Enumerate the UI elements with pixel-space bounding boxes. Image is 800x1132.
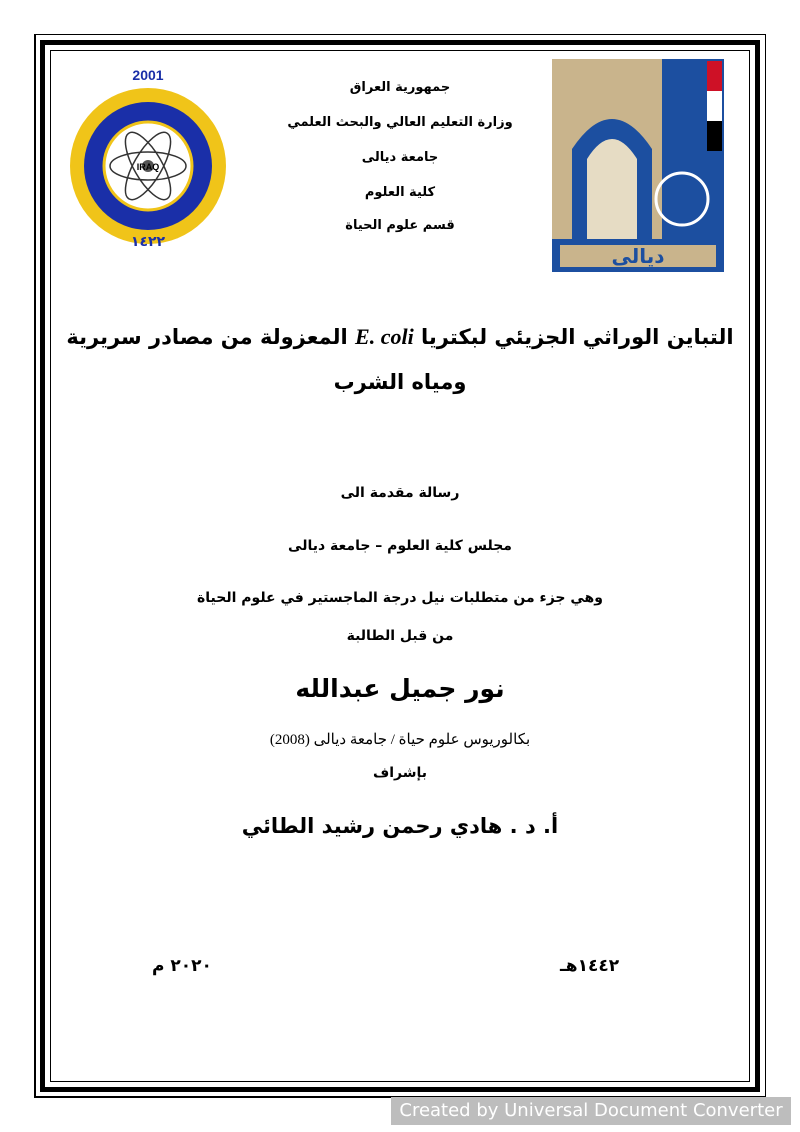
converter-watermark: Created by Universal Document Converter [391,1097,791,1125]
date-gregorian: ٢٠٢٠ م [152,956,212,976]
submission-line1: رسالة مقدمة الى [340,485,460,501]
header-line-university: جامعة ديالى [361,150,439,165]
submission-line2: مجلس كلية العلوم – جامعة ديالى [288,538,512,554]
submission-line4: من قبل الطالبة [346,628,454,644]
logo-hijri: ١٤٢٢ [130,234,166,250]
logo-word: ديالى [611,244,665,268]
header-line-department: قسم علوم الحياة [345,218,455,233]
thesis-title-line1 [0,324,800,350]
header-line-college: كلية العلوم [364,185,436,200]
title-organism: E. coli [355,324,414,349]
header-line-republic: جمهورية العراق [349,80,451,95]
student-name: نور جميل عبدالله [295,674,505,703]
title-part-after: المعزولة من مصادر سريرية [66,325,348,349]
logo-center-text: IRAQ [136,162,160,172]
thesis-title-line2: ومياه الشرب [333,370,467,394]
header-line-ministry: وزارة التعليم العالي والبحث العلمي [287,115,513,130]
date-hijri: ١٤٤٢هـ [560,956,620,976]
supervision-label: بإشراف [372,765,428,781]
student-degree: بكالوريوس علوم حياة / جامعة ديالى (2008) [269,732,531,748]
supervisor-name: أ. د . هادي رحمن رشيد الطائي [241,814,559,838]
submission-line3: وهي جزء من متطلبات نيل درجة الماجستير في علوم الحياة [197,590,603,606]
title-part-before: التباين الوراثي الجزيئي لبكتريا [421,325,734,349]
logo-year: 2001 [132,67,164,83]
